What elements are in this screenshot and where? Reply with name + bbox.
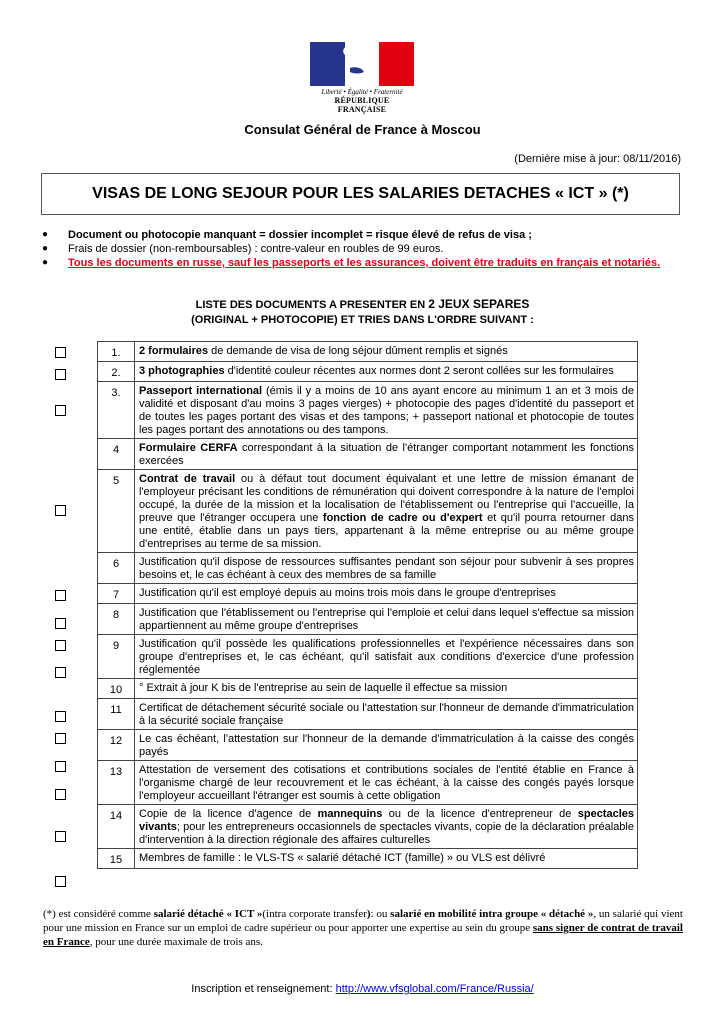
doc-text: Copie de la licence d'agence de <box>139 808 318 820</box>
doc-number: 13 <box>98 761 135 805</box>
checkbox-doc-7[interactable] <box>55 618 66 629</box>
table-row <box>98 470 638 553</box>
inscription-line <box>0 983 725 995</box>
list-heading-line2: (ORIGINAL + PHOTOCOPIE) ET TRIES DANS L'ORDRE SUIVANT : <box>191 314 534 326</box>
doc-text: ou de la licence d'entrepreneur de <box>382 808 578 820</box>
vfs-link[interactable]: http://www.vfsglobal.com/France/Russia/ <box>335 983 534 995</box>
bullet-icon: ● <box>42 229 49 240</box>
doc-number: 2. <box>98 362 135 382</box>
documents-table <box>97 341 638 869</box>
doc-description <box>135 584 638 604</box>
doc-description <box>135 604 638 635</box>
republique-francaise-logo <box>310 42 414 114</box>
doc-text: correspondant à la situation de l'étranger comportant notamment les fonctions exercées <box>139 442 634 467</box>
doc-description <box>135 761 638 805</box>
checkbox-doc-11[interactable] <box>55 733 66 744</box>
doc-description <box>135 470 638 553</box>
footnote-text: (*) est considéré comme <box>43 908 154 920</box>
doc-text: Justification qu'il dispose de ressources suffisantes pendant son séjour pour subvenir à ses propres besoins et, le cas échéant à ceux des membres de sa famille <box>139 556 634 581</box>
doc-number: 14 <box>98 805 135 849</box>
checkbox-doc-5[interactable] <box>55 505 66 516</box>
doc-number: 8 <box>98 604 135 635</box>
consulate-name: Consulat Général de France à Moscou <box>244 122 481 137</box>
doc-text: ou à défaut tout document équivalant et une lettre de mission émanant de l'employeur précisant les conditions de rémunération qui doivent correspondre à la nature de l'emploi occupé, la durée de la mission et la localisation de l'établissement ou l'entreprise qui l'accueille, la preuve que l'étranger occupera une <box>139 473 634 524</box>
page-title-text: VISAS DE LONG SEJOUR POUR LES SALARIES DETACHES « ICT » (*) <box>92 185 629 202</box>
doc-description <box>135 679 638 699</box>
doc-number: 4 <box>98 439 135 470</box>
footnote-bold: ) <box>366 908 371 920</box>
table-row <box>98 805 638 849</box>
footnote <box>43 907 683 949</box>
checkbox-doc-9[interactable] <box>55 667 66 678</box>
doc-bold: Contrat de travail <box>139 473 236 485</box>
note-text: Document ou photocopie manquant = dossier incomplet = risque élevé de refus de visa ; <box>68 229 532 241</box>
doc-number: 15 <box>98 849 135 869</box>
list-heading-line1: LISTE DES DOCUMENTS A PRESENTER EN <box>195 299 429 311</box>
last-update: (Dernière mise à jour: 08/11/2016) <box>514 153 681 165</box>
footnote-text: , pour une durée maximale de trois ans. <box>89 936 263 948</box>
checkbox-doc-1[interactable] <box>55 347 66 358</box>
doc-number: 9 <box>98 635 135 679</box>
footnote-text: , un salarié qui vient pour une mission en France sur un emploi de cadre supérieur ou pour apporter une expertise au sein du groupe <box>43 908 683 934</box>
doc-number: 1. <box>98 342 135 362</box>
table-row <box>98 553 638 584</box>
doc-bold: fonction de cadre ou d'expert <box>322 512 483 524</box>
doc-text: de demande de visa de long séjour dûment remplis et signés <box>208 345 508 357</box>
doc-description <box>135 382 638 439</box>
doc-text: et qu'il pourra retourner dans une entité, établie dans un pays tiers, appartenant à la même entreprise ou au même groupe d'entreprises au terme de sa mission. <box>139 512 634 550</box>
doc-description <box>135 439 638 470</box>
page-title <box>41 173 680 215</box>
note-text: Tous les documents en russe, sauf les passeports et les assurances, doivent être traduits en français et notariés. <box>68 257 661 269</box>
checkbox-doc-2[interactable] <box>55 369 66 380</box>
list-heading-emphasis: 2 JEUX SEPARES <box>428 297 530 311</box>
doc-description <box>135 849 638 869</box>
table-row <box>98 635 638 679</box>
table-row <box>98 849 638 869</box>
doc-bold: Formulaire CERFA <box>139 442 238 454</box>
table-row <box>98 342 638 362</box>
doc-text: Attestation de versement des cotisations et contributions sociales de l'entité établie en France à l'organisme chargé de leur recouvrement et le cas échéant, à la caisse des congés payés lorsque l'employeur accueillant l'étranger est soumis à cette obligation <box>139 764 634 802</box>
motto: Liberté • Égalité • Fraternité <box>321 88 403 96</box>
footnote-bold: salarié détaché « ICT » <box>153 908 263 920</box>
marianne-profile-icon <box>310 42 414 86</box>
table-row <box>98 679 638 699</box>
doc-text: Certificat de détachement sécurité sociale ou l'attestation sur l'honneur de demande d'immatriculation à la sécurité sociale française <box>139 702 634 727</box>
table-row <box>98 362 638 382</box>
doc-text: Justification qu'il possède les qualifications professionnelles et l'expérience nécessaires dans son groupe d'entreprises et, le cas échéant, qu'il satisfait aux conditions d'exercice d'une profession réglementée <box>139 638 634 676</box>
doc-number: 10 <box>98 679 135 699</box>
checkbox-doc-3[interactable] <box>55 405 66 416</box>
bullet-icon: ● <box>42 243 49 254</box>
checkbox-doc-12[interactable] <box>55 761 66 772</box>
footnote-text: (intra corporate transfer <box>262 908 367 920</box>
table-row <box>98 439 638 470</box>
doc-bold: 3 photographies <box>139 365 225 377</box>
doc-text: Membres de famille : le VLS-TS « salarié détaché ICT (famille) » ou VLS est délivré <box>139 852 546 864</box>
doc-description <box>135 805 638 849</box>
republic-name: RÉPUBLIQUE FRANÇAISE <box>334 96 390 114</box>
doc-bold: Passeport international <box>139 385 263 397</box>
footnote-text: : ou <box>370 908 391 920</box>
footnote-bold: salarié en mobilité intra groupe « détaché » <box>390 908 594 920</box>
doc-text: Justification que l'établissement ou l'entreprise qui l'emploie et celui dans lequel s'effectue sa mission appartiennent au même groupe d'entreprises <box>139 607 634 632</box>
note-item <box>40 228 685 242</box>
doc-description <box>135 635 638 679</box>
doc-number: 12 <box>98 730 135 761</box>
important-notes <box>40 228 685 270</box>
table-row <box>98 730 638 761</box>
doc-text: ; pour les entrepreneurs occasionnels de spectacles vivants, copie de la déclaration préalable d'intervention à la direction régionale des affaires culturelles <box>139 821 634 846</box>
table-row <box>98 604 638 635</box>
doc-bold: spectacles vivants <box>139 808 634 833</box>
doc-number: 3. <box>98 382 135 439</box>
checkbox-doc-6[interactable] <box>55 590 66 601</box>
note-item <box>40 242 685 256</box>
checkbox-doc-8[interactable] <box>55 640 66 651</box>
doc-description <box>135 553 638 584</box>
doc-bold: 2 formulaires <box>139 345 209 357</box>
inscription-label: Inscription et renseignement: <box>191 983 336 995</box>
table-row <box>98 382 638 439</box>
doc-bold: mannequins <box>317 808 383 820</box>
bullet-icon: ● <box>42 257 49 268</box>
doc-text: ° Extrait à jour K bis de l'entreprise au sein de laquelle il effectue sa mission <box>139 682 508 694</box>
table-row <box>98 699 638 730</box>
doc-number: 5 <box>98 470 135 553</box>
footnote-underlined: sans signer de contrat de travail en France <box>43 922 683 948</box>
doc-number: 11 <box>98 699 135 730</box>
doc-text: (émis il y a moins de 10 ans ayant encore au minimum 1 an et 3 mois de validité et disposant d'au moins 3 pages vierges) + photocopie des pages d'identité du passeport et de toutes les pages portant des visas et des tampons; + passeport national et photocopie de toutes les pages portant des annotations ou des tampons. <box>139 385 634 436</box>
checkbox-doc-13[interactable] <box>55 789 66 800</box>
doc-description <box>135 699 638 730</box>
doc-number: 7 <box>98 584 135 604</box>
checkbox-doc-15[interactable] <box>55 876 66 887</box>
list-heading <box>0 297 725 328</box>
doc-text: Le cas échéant, l'attestation sur l'honneur de la demande d'immatriculation à la caisse des congés payés <box>139 733 634 758</box>
checkbox-doc-14[interactable] <box>55 831 66 842</box>
doc-description <box>135 730 638 761</box>
checkbox-doc-10[interactable] <box>55 711 66 722</box>
table-row <box>98 584 638 604</box>
note-item <box>40 256 685 270</box>
doc-description <box>135 362 638 382</box>
doc-description <box>135 342 638 362</box>
doc-text: Justification qu'il est employé depuis au moins trois mois dans le groupe d'entreprises <box>139 587 556 599</box>
doc-number: 6 <box>98 553 135 584</box>
note-text: Frais de dossier (non-remboursables) : contre-valeur en roubles de 99 euros. <box>68 243 444 255</box>
doc-text: d'identité couleur récentes aux normes dont 2 seront collées sur les formulaires <box>224 365 614 377</box>
table-row <box>98 761 638 805</box>
